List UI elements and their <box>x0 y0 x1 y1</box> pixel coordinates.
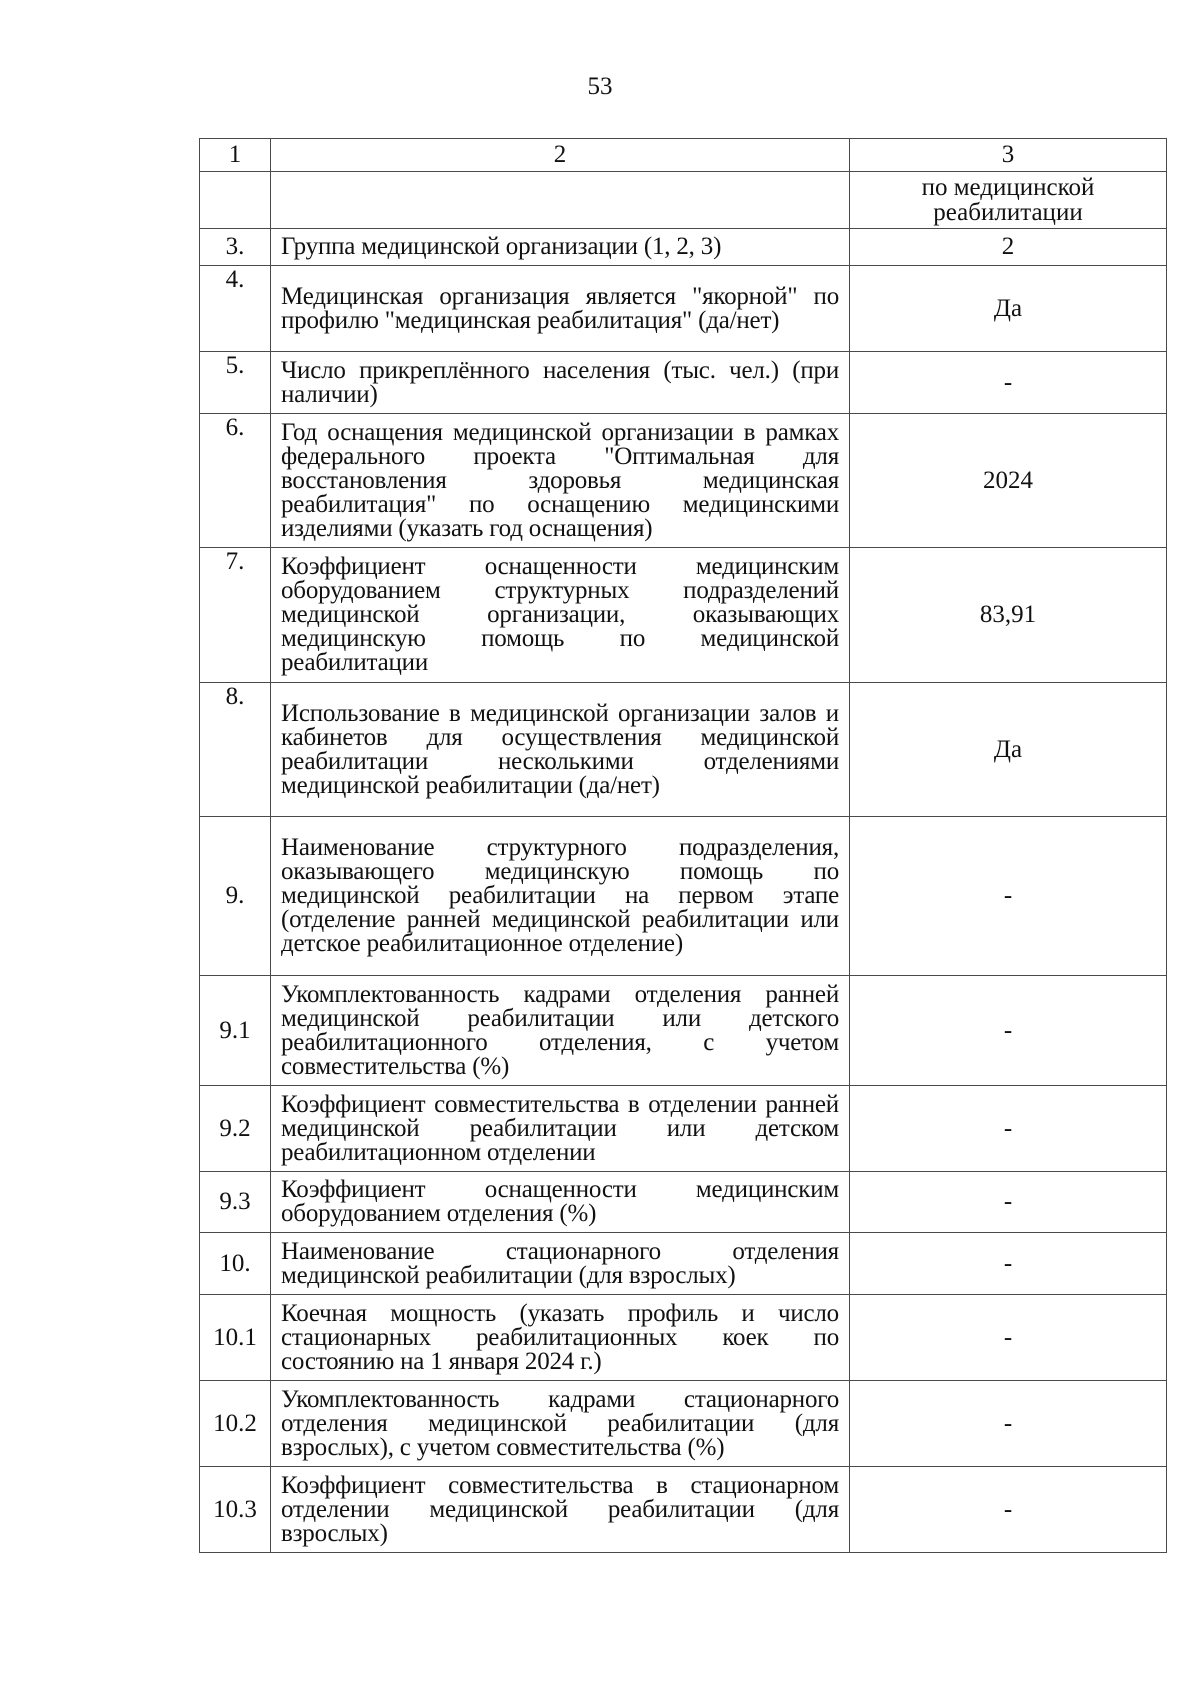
row-description: Коечная мощность (указать профиль и число стационарных реабилитационных коек по состоянию на 1 января 2024 г.) <box>271 1295 850 1381</box>
page-number: 53 <box>587 73 613 100</box>
row-value: 83,91 <box>850 548 1167 683</box>
row-description <box>271 172 850 229</box>
row-number: 10. <box>200 1233 271 1295</box>
table-row <box>200 352 1167 414</box>
row-value: Да <box>850 683 1167 817</box>
row-number: 7. <box>200 548 271 683</box>
row-number: 4. <box>200 266 271 352</box>
row-value: - <box>850 1086 1167 1172</box>
row-value: - <box>850 1467 1167 1553</box>
row-number: 6. <box>200 414 271 548</box>
row-description: Год оснащения медицинской организации в рамках федерального проекта "Оптимальная для восстановления здоровья медицинская реабилитация" по оснащению медицинскими изделиями (указать год оснащения) <box>271 414 850 548</box>
row-description: Медицинская организация является "якорной" по профилю "медицинская реабилитация" (да/нет) <box>271 266 850 352</box>
table-row <box>200 1295 1167 1381</box>
row-description: Коэффициент оснащенности медицинским оборудованием структурных подразделений медицинской организации, оказывающих медицинскую помощь по медицинской реабилитации <box>271 548 850 683</box>
row-number <box>200 172 271 229</box>
table-row <box>200 548 1167 683</box>
row-number: 10.2 <box>200 1381 271 1467</box>
table-row <box>200 817 1167 976</box>
table-header-row <box>200 139 1167 172</box>
row-number: 10.1 <box>200 1295 271 1381</box>
row-number: 9.1 <box>200 976 271 1086</box>
row-value: - <box>850 1233 1167 1295</box>
column-header-3: 3 <box>850 139 1167 172</box>
table-row <box>200 1467 1167 1553</box>
column-header-2: 2 <box>271 139 850 172</box>
table-row <box>200 1172 1167 1233</box>
row-number: 9.3 <box>200 1172 271 1233</box>
row-description: Коэффициент оснащенности медицинским оборудованием отделения (%) <box>271 1172 850 1233</box>
row-number: 10.3 <box>200 1467 271 1553</box>
row-description: Группа медицинской организации (1, 2, 3) <box>271 229 850 266</box>
row-description: Число прикреплённого населения (тыс. чел.) (при наличии) <box>271 352 850 414</box>
table-row <box>200 1381 1167 1467</box>
column-header-1: 1 <box>200 139 271 172</box>
table-row <box>200 1233 1167 1295</box>
row-number: 3. <box>200 229 271 266</box>
row-value: - <box>850 817 1167 976</box>
row-description: Укомплектованность кадрами стационарного отделения медицинской реабилитации (для взрослых), с учетом совместительства (%) <box>271 1381 850 1467</box>
row-description: Наименование стационарного отделения медицинской реабилитации (для взрослых) <box>271 1233 850 1295</box>
table-row <box>200 266 1167 352</box>
row-value: Да <box>850 266 1167 352</box>
row-value: - <box>850 352 1167 414</box>
row-value: - <box>850 1172 1167 1233</box>
row-description: Коэффициент совместительства в отделении ранней медицинской реабилитации или детском реабилитационном отделении <box>271 1086 850 1172</box>
row-description: Использование в медицинской организации залов и кабинетов для осуществления медицинской реабилитации несколькими отделениями медицинской реабилитации (да/нет) <box>271 683 850 817</box>
row-description: Наименование структурного подразделения, оказывающего медицинскую помощь по медицинской реабилитации на первом этапе (отделение ранней медицинской реабилитации или детское реабилитационное отделение) <box>271 817 850 976</box>
table-row <box>200 976 1167 1086</box>
data-table <box>199 138 1167 1553</box>
row-number: 9. <box>200 817 271 976</box>
row-value: - <box>850 1381 1167 1467</box>
table-row <box>200 683 1167 817</box>
table-row <box>200 414 1167 548</box>
row-value: - <box>850 1295 1167 1381</box>
row-number: 9.2 <box>200 1086 271 1172</box>
table-row <box>200 1086 1167 1172</box>
row-number: 5. <box>200 352 271 414</box>
row-value: - <box>850 976 1167 1086</box>
row-value: 2024 <box>850 414 1167 548</box>
continuation-row <box>200 172 1167 229</box>
row-description: Укомплектованность кадрами отделения ранней медицинской реабилитации или детского реабилитационного отделения, с учетом совместительства (%) <box>271 976 850 1086</box>
row-number: 8. <box>200 683 271 817</box>
row-value: 2 <box>850 229 1167 266</box>
row-description: Коэффициент совместительства в стационарном отделении медицинской реабилитации (для взрослых) <box>271 1467 850 1553</box>
table-row <box>200 229 1167 266</box>
row-value: по медицинской реабилитации <box>850 172 1167 229</box>
